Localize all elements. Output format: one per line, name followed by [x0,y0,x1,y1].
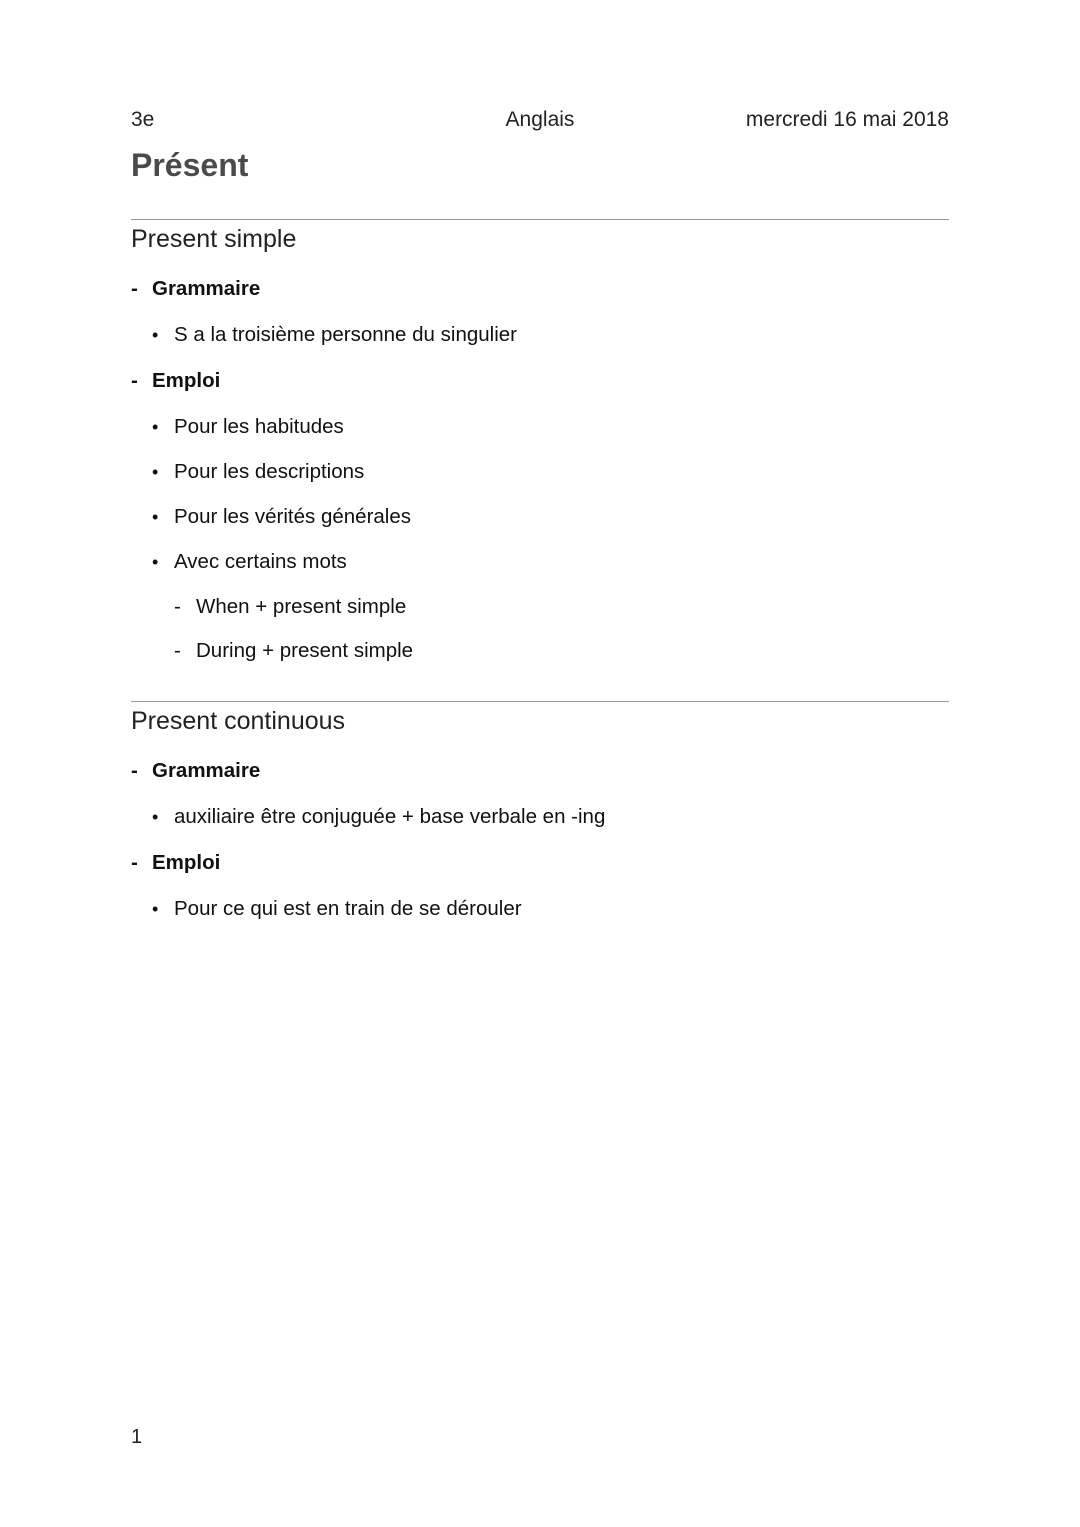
bullet-marker: • [152,462,159,482]
list-item [152,415,344,439]
dash-marker: - [131,759,138,782]
grammar-label: Grammaire [152,759,261,782]
sub-list-item [174,595,406,619]
grammar-heading [131,277,260,301]
dash-marker: - [131,851,138,874]
list-item-text: Pour les descriptions [174,460,365,483]
dash-marker: - [131,369,138,392]
sub-list-item [174,639,413,663]
section-title: Present continuous [131,707,346,735]
usage-label: Emploi [152,369,221,392]
bullet-marker: • [152,552,159,572]
header-subject: Anglais [505,108,575,131]
bullet-marker: • [152,325,159,345]
page-header [131,108,949,136]
list-item [152,323,517,347]
section-present-simple [131,219,949,253]
grammar-heading [131,759,260,783]
bullet-marker: • [152,899,159,919]
list-item-text: Pour les vérités générales [174,505,412,528]
list-item [152,805,605,829]
list-item [152,460,364,484]
grammar-label: Grammaire [152,277,261,300]
sub-list-item-text: When + present simple [196,595,407,618]
list-item-text: S a la troisième personne du singulier [174,323,517,346]
section-divider [131,701,949,702]
section-title: Present simple [131,225,297,253]
bullet-marker: • [152,807,159,827]
list-item [152,505,411,529]
section-present-continuous [131,701,949,735]
bullet-marker: • [152,507,159,527]
header-date: mercredi 16 mai 2018 [745,108,949,131]
usage-heading [131,851,220,875]
list-item [152,897,522,921]
document-title: Présent [131,147,249,183]
section-divider [131,219,949,220]
list-item-text: Pour ce qui est en train de se dérouler [174,897,522,920]
bullet-marker: • [152,417,159,437]
page-number: 1 [131,1426,143,1448]
dash-marker: - [174,595,181,618]
list-item-text: Avec certains mots [174,550,347,573]
header-class-level: 3e [131,108,155,131]
dash-marker: - [174,639,181,662]
usage-label: Emploi [152,851,221,874]
usage-heading [131,369,220,393]
list-item [152,550,347,574]
dash-marker: - [131,277,138,300]
sub-list-item-text: During + present simple [196,639,414,662]
list-item-text: auxiliaire être conjuguée + base verbale en -ing [174,805,606,828]
list-item-text: Pour les habitudes [174,415,344,438]
